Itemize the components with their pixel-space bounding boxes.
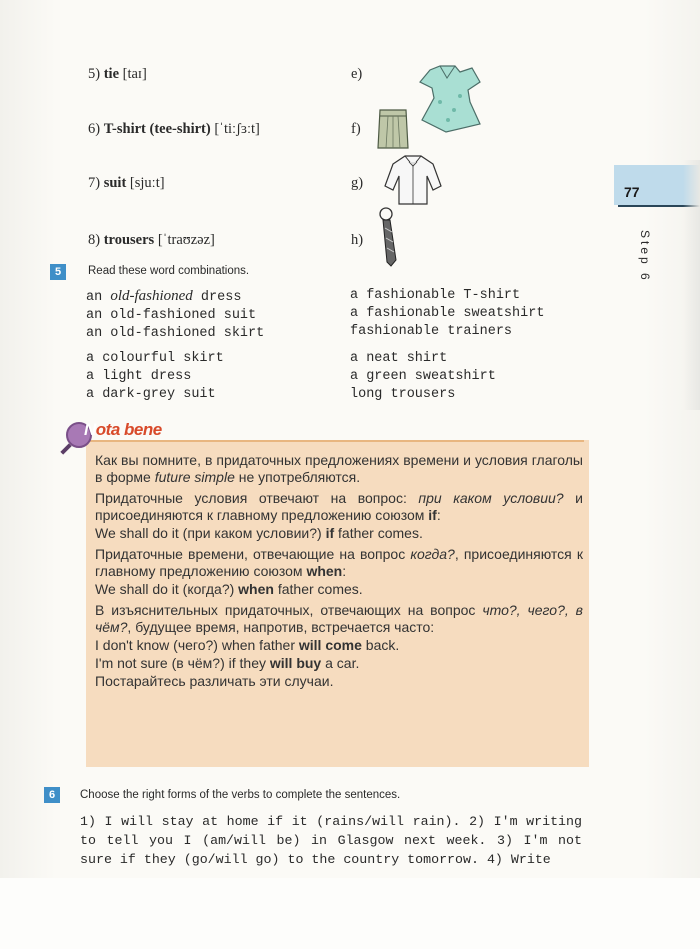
- picture-letter: f): [351, 121, 361, 137]
- combo-item: an old-fashioned suit: [86, 308, 257, 323]
- combo-item: a fashionable T-shirt: [350, 288, 521, 303]
- vocab-number: 8): [88, 232, 101, 248]
- vocab-transcription: [taɪ]: [122, 66, 147, 82]
- vocab-transcription: [ˈtraʊzəz]: [157, 232, 215, 248]
- dress-illustration-icon: [410, 62, 485, 134]
- combo-right-group-1: [350, 287, 544, 341]
- combo-item: an old-fashioned skirt: [86, 326, 265, 341]
- page-number: 77: [624, 184, 640, 200]
- combo-item: a fashionable sweatshirt: [350, 306, 545, 321]
- exercise-5-badge: 5: [50, 264, 66, 280]
- vocab-word: T-shirt (tee-shirt): [103, 121, 211, 137]
- vocab-item-suit: [88, 175, 165, 192]
- nota-bene-title: Nota bene: [84, 420, 162, 439]
- rule-paragraph-4: В изъяснительных придаточных, отвечающих на вопрос что?, чего?, в чём?, будущее время, напротив, встречается часто:: [95, 602, 583, 635]
- vocab-item-tie: [88, 66, 147, 83]
- combo-left-group-2: [86, 350, 224, 404]
- vocab-item-trousers: [88, 232, 215, 249]
- combo-item: a neat shirt: [350, 351, 448, 366]
- nota-bene-text: [95, 452, 583, 694]
- exercise-6-badge: 6: [44, 787, 60, 803]
- combo-item: a colourful skirt: [86, 351, 224, 366]
- shirt-illustration-icon: [383, 152, 443, 207]
- combo-left-group-1: [86, 287, 264, 343]
- exercise-5-instruction: Read these word combinations.: [88, 265, 250, 277]
- vocab-item-tshirt: [88, 121, 260, 138]
- example-sentence-4: I'm not sure (в чём?) if they will buy a car.: [95, 655, 360, 671]
- vocab-number: 6): [88, 121, 101, 137]
- combo-item: a dark-grey suit: [86, 387, 216, 402]
- tie-illustration-icon: [372, 206, 402, 268]
- picture-letter: h): [351, 232, 364, 248]
- exercise-6-instruction: Choose the right forms of the verbs to complete the sentences.: [80, 789, 401, 801]
- step-label: Step 6: [638, 230, 652, 283]
- vocab-word: suit: [103, 175, 127, 191]
- picture-letter: e): [351, 66, 363, 82]
- combo-item: long trousers: [350, 387, 456, 402]
- nota-bene-underline: [84, 440, 584, 442]
- rule-paragraph-5: Постарайтесь различать эти случаи.: [95, 673, 334, 689]
- vocab-number: 7): [88, 175, 101, 191]
- skirt-illustration-icon: [376, 108, 410, 150]
- example-sentence-1: We shall do it (при каком условии?) if father comes.: [95, 525, 423, 541]
- vocab-word: trousers: [103, 232, 155, 248]
- combo-item: an old-fashioned dress: [86, 288, 242, 305]
- vocab-transcription: [sjuːt]: [129, 175, 165, 191]
- vocab-number: 5): [88, 66, 101, 82]
- combo-item: fashionable trainers: [350, 324, 513, 339]
- exercise-6-text: 1) I will stay at home if it (rains/will rain). 2) I'm writing to tell you I (am/will be) in Glasgow next week. 3) I'm not sure if they (go/will go) to the country tomorrow. 4) Write: [80, 814, 582, 867]
- vocab-transcription: [ˈtiːʃɜːt]: [214, 121, 260, 137]
- combo-item: a green sweatshirt: [350, 369, 496, 384]
- example-sentence-2: We shall do it (когда?) when father comes.: [95, 581, 363, 597]
- vocab-word: tie: [103, 66, 120, 82]
- example-sentence-3: I don't know (чего?) when father will come back.: [95, 637, 400, 653]
- rule-paragraph-3: Придаточные времени, отвечающие на вопрос когда?, присоединяются к главному предложению союзом when:: [95, 546, 584, 579]
- picture-letter: g): [351, 175, 364, 191]
- rule-paragraph-1: Как вы помните, в придаточных предложениях времени и условия глаголы в форме future simple не употребляются.: [95, 452, 583, 485]
- combo-right-group-2: [350, 350, 496, 404]
- page-bottom-margin: [0, 878, 700, 949]
- page-edge-shadow: [683, 160, 700, 410]
- rule-paragraph-2: Придаточные условия отвечают на вопрос: при каком условии? и присоединяются к главному предложению союзом if:: [95, 490, 583, 523]
- combo-item: a light dress: [86, 369, 192, 384]
